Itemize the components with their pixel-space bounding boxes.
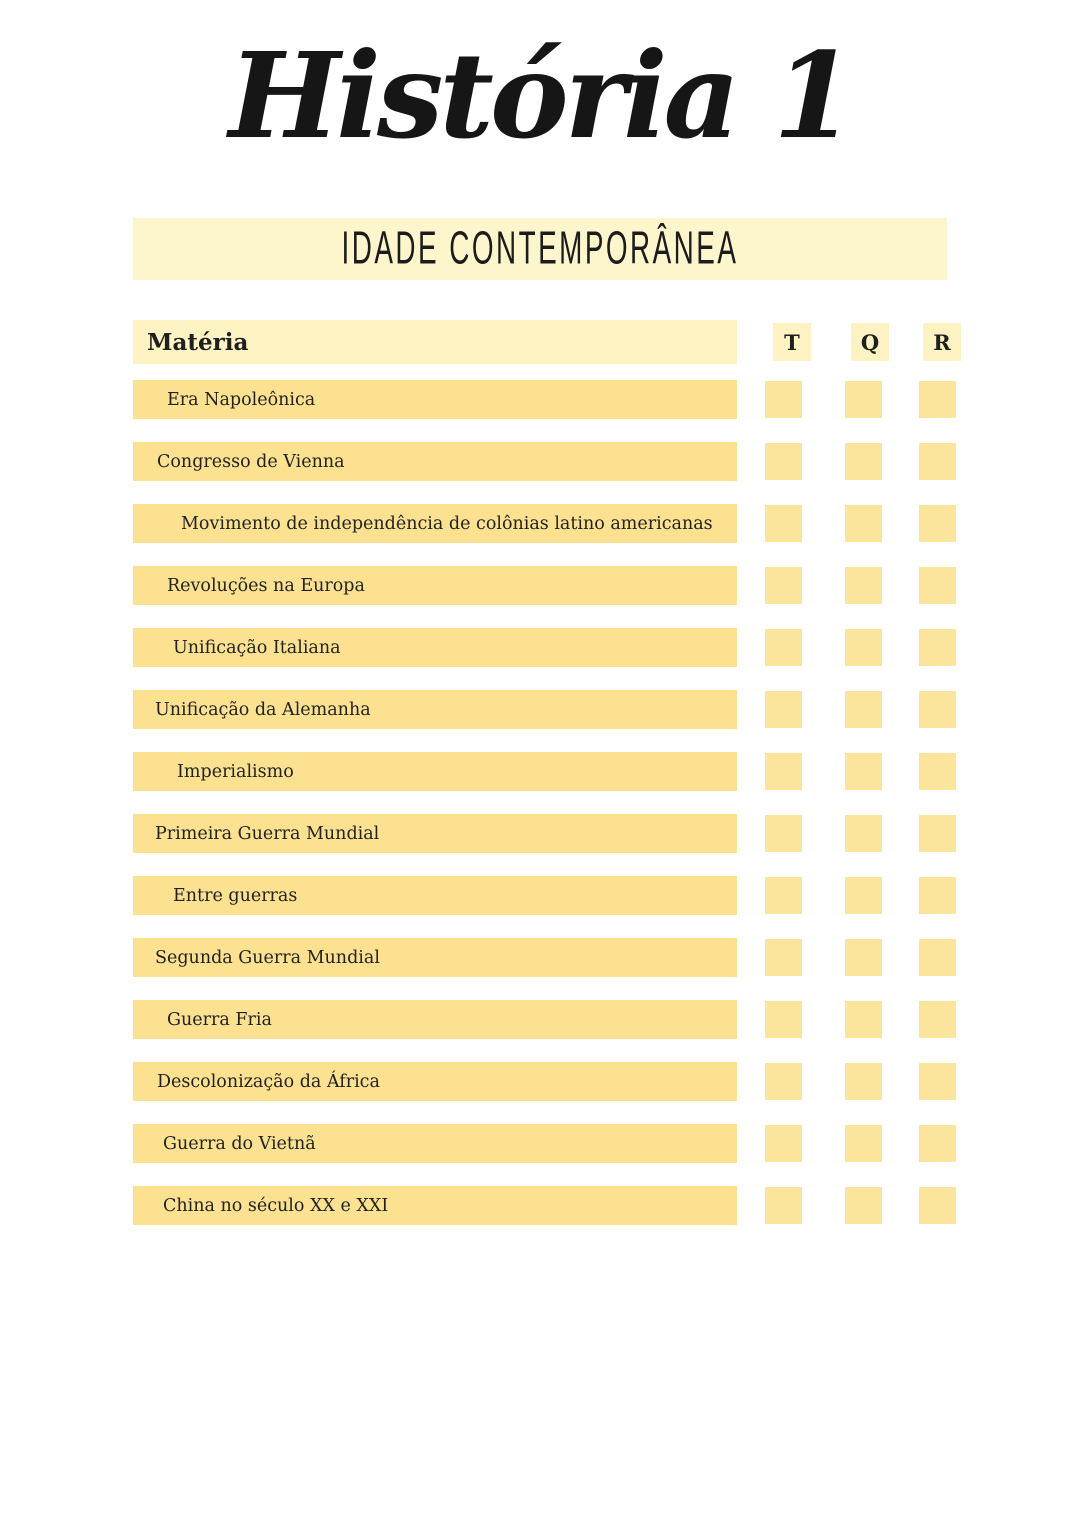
checkbox-q[interactable] [845, 939, 882, 976]
topic-label: Unificação Italiana [173, 637, 341, 658]
checkbox-t[interactable] [765, 939, 802, 976]
checkbox-t[interactable] [765, 1063, 802, 1100]
topic-bar [133, 380, 737, 419]
checkbox-r[interactable] [919, 629, 956, 666]
topic-label: Imperialismo [177, 761, 294, 782]
checkbox-q[interactable] [845, 567, 882, 604]
checkbox-q[interactable] [845, 443, 882, 480]
checkbox-q[interactable] [845, 629, 882, 666]
materia-header-bar [133, 320, 737, 364]
topics-table [133, 320, 965, 1225]
topic-bar [133, 752, 737, 791]
topic-label: Revoluções na Europa [167, 575, 365, 596]
checkbox-t[interactable] [765, 381, 802, 418]
checkbox-q[interactable] [845, 753, 882, 790]
topic-bar [133, 1186, 737, 1225]
checkbox-r[interactable] [919, 1187, 956, 1224]
checkbox-t[interactable] [765, 691, 802, 728]
checkbox-t[interactable] [765, 753, 802, 790]
checkbox-q[interactable] [845, 1001, 882, 1038]
table-row [133, 380, 965, 419]
table-row [133, 1186, 965, 1225]
checkbox-r[interactable] [919, 939, 956, 976]
checkbox-q[interactable] [845, 381, 882, 418]
checkbox-t[interactable] [765, 567, 802, 604]
table-row [133, 1000, 965, 1039]
topic-label: Descolonização da África [157, 1071, 380, 1092]
checkbox-q[interactable] [845, 691, 882, 728]
section-banner [133, 218, 947, 280]
topic-bar [133, 876, 737, 915]
table-header-row [133, 320, 965, 364]
topic-label: Congresso de Vienna [157, 451, 345, 472]
checkbox-q[interactable] [845, 1187, 882, 1224]
checkbox-q[interactable] [845, 877, 882, 914]
topic-bar [133, 690, 737, 729]
column-header-t: T [773, 323, 811, 361]
checkbox-t[interactable] [765, 1125, 802, 1162]
table-row [133, 752, 965, 791]
topic-bar [133, 938, 737, 977]
checkbox-q[interactable] [845, 1063, 882, 1100]
section-banner-label: IDADE CONTEMPORÂNEA [341, 222, 739, 274]
table-row [133, 442, 965, 481]
table-row [133, 690, 965, 729]
topic-bar [133, 814, 737, 853]
topic-label: Segunda Guerra Mundial [155, 947, 380, 968]
checkbox-r[interactable] [919, 1001, 956, 1038]
checkbox-t[interactable] [765, 629, 802, 666]
topic-bar [133, 628, 737, 667]
table-row [133, 938, 965, 977]
checkbox-q[interactable] [845, 815, 882, 852]
checkbox-t[interactable] [765, 1187, 802, 1224]
topic-bar [133, 566, 737, 605]
topic-label: Guerra do Vietnã [163, 1133, 316, 1154]
table-row [133, 1062, 965, 1101]
table-row [133, 1124, 965, 1163]
checkbox-t[interactable] [765, 1001, 802, 1038]
topic-label: Entre guerras [173, 885, 298, 906]
topic-bar [133, 1000, 737, 1039]
table-row [133, 566, 965, 605]
topic-label: Guerra Fria [167, 1009, 272, 1030]
checkbox-q[interactable] [845, 1125, 882, 1162]
checkbox-q[interactable] [845, 505, 882, 542]
topic-bar [133, 1062, 737, 1101]
checkbox-t[interactable] [765, 877, 802, 914]
checkbox-t[interactable] [765, 443, 802, 480]
checkbox-r[interactable] [919, 877, 956, 914]
column-header-r: R [923, 323, 961, 361]
topic-bar [133, 1124, 737, 1163]
checkbox-r[interactable] [919, 381, 956, 418]
title-area [0, 0, 1080, 200]
column-header-q: Q [851, 323, 889, 361]
checkbox-r[interactable] [919, 1063, 956, 1100]
checkbox-r[interactable] [919, 505, 956, 542]
checkbox-r[interactable] [919, 1125, 956, 1162]
checkbox-r[interactable] [919, 815, 956, 852]
table-row [133, 628, 965, 667]
materia-header-label: Matéria [147, 328, 249, 356]
table-row [133, 814, 965, 853]
checkbox-r[interactable] [919, 567, 956, 604]
table-row [133, 504, 965, 543]
topic-label: Primeira Guerra Mundial [155, 823, 380, 844]
page-title: História 1 [228, 26, 852, 165]
checkbox-t[interactable] [765, 505, 802, 542]
checkbox-r[interactable] [919, 753, 956, 790]
checkbox-r[interactable] [919, 691, 956, 728]
topic-label: Movimento de independência de colônias latino americanas [181, 513, 713, 534]
checkbox-t[interactable] [765, 815, 802, 852]
table-row [133, 876, 965, 915]
topic-bar [133, 504, 737, 543]
topic-label: Unificação da Alemanha [155, 699, 371, 720]
checkbox-r[interactable] [919, 443, 956, 480]
topic-bar [133, 442, 737, 481]
topic-label: Era Napoleônica [167, 389, 316, 410]
topic-label: China no século XX e XXI [163, 1195, 389, 1216]
